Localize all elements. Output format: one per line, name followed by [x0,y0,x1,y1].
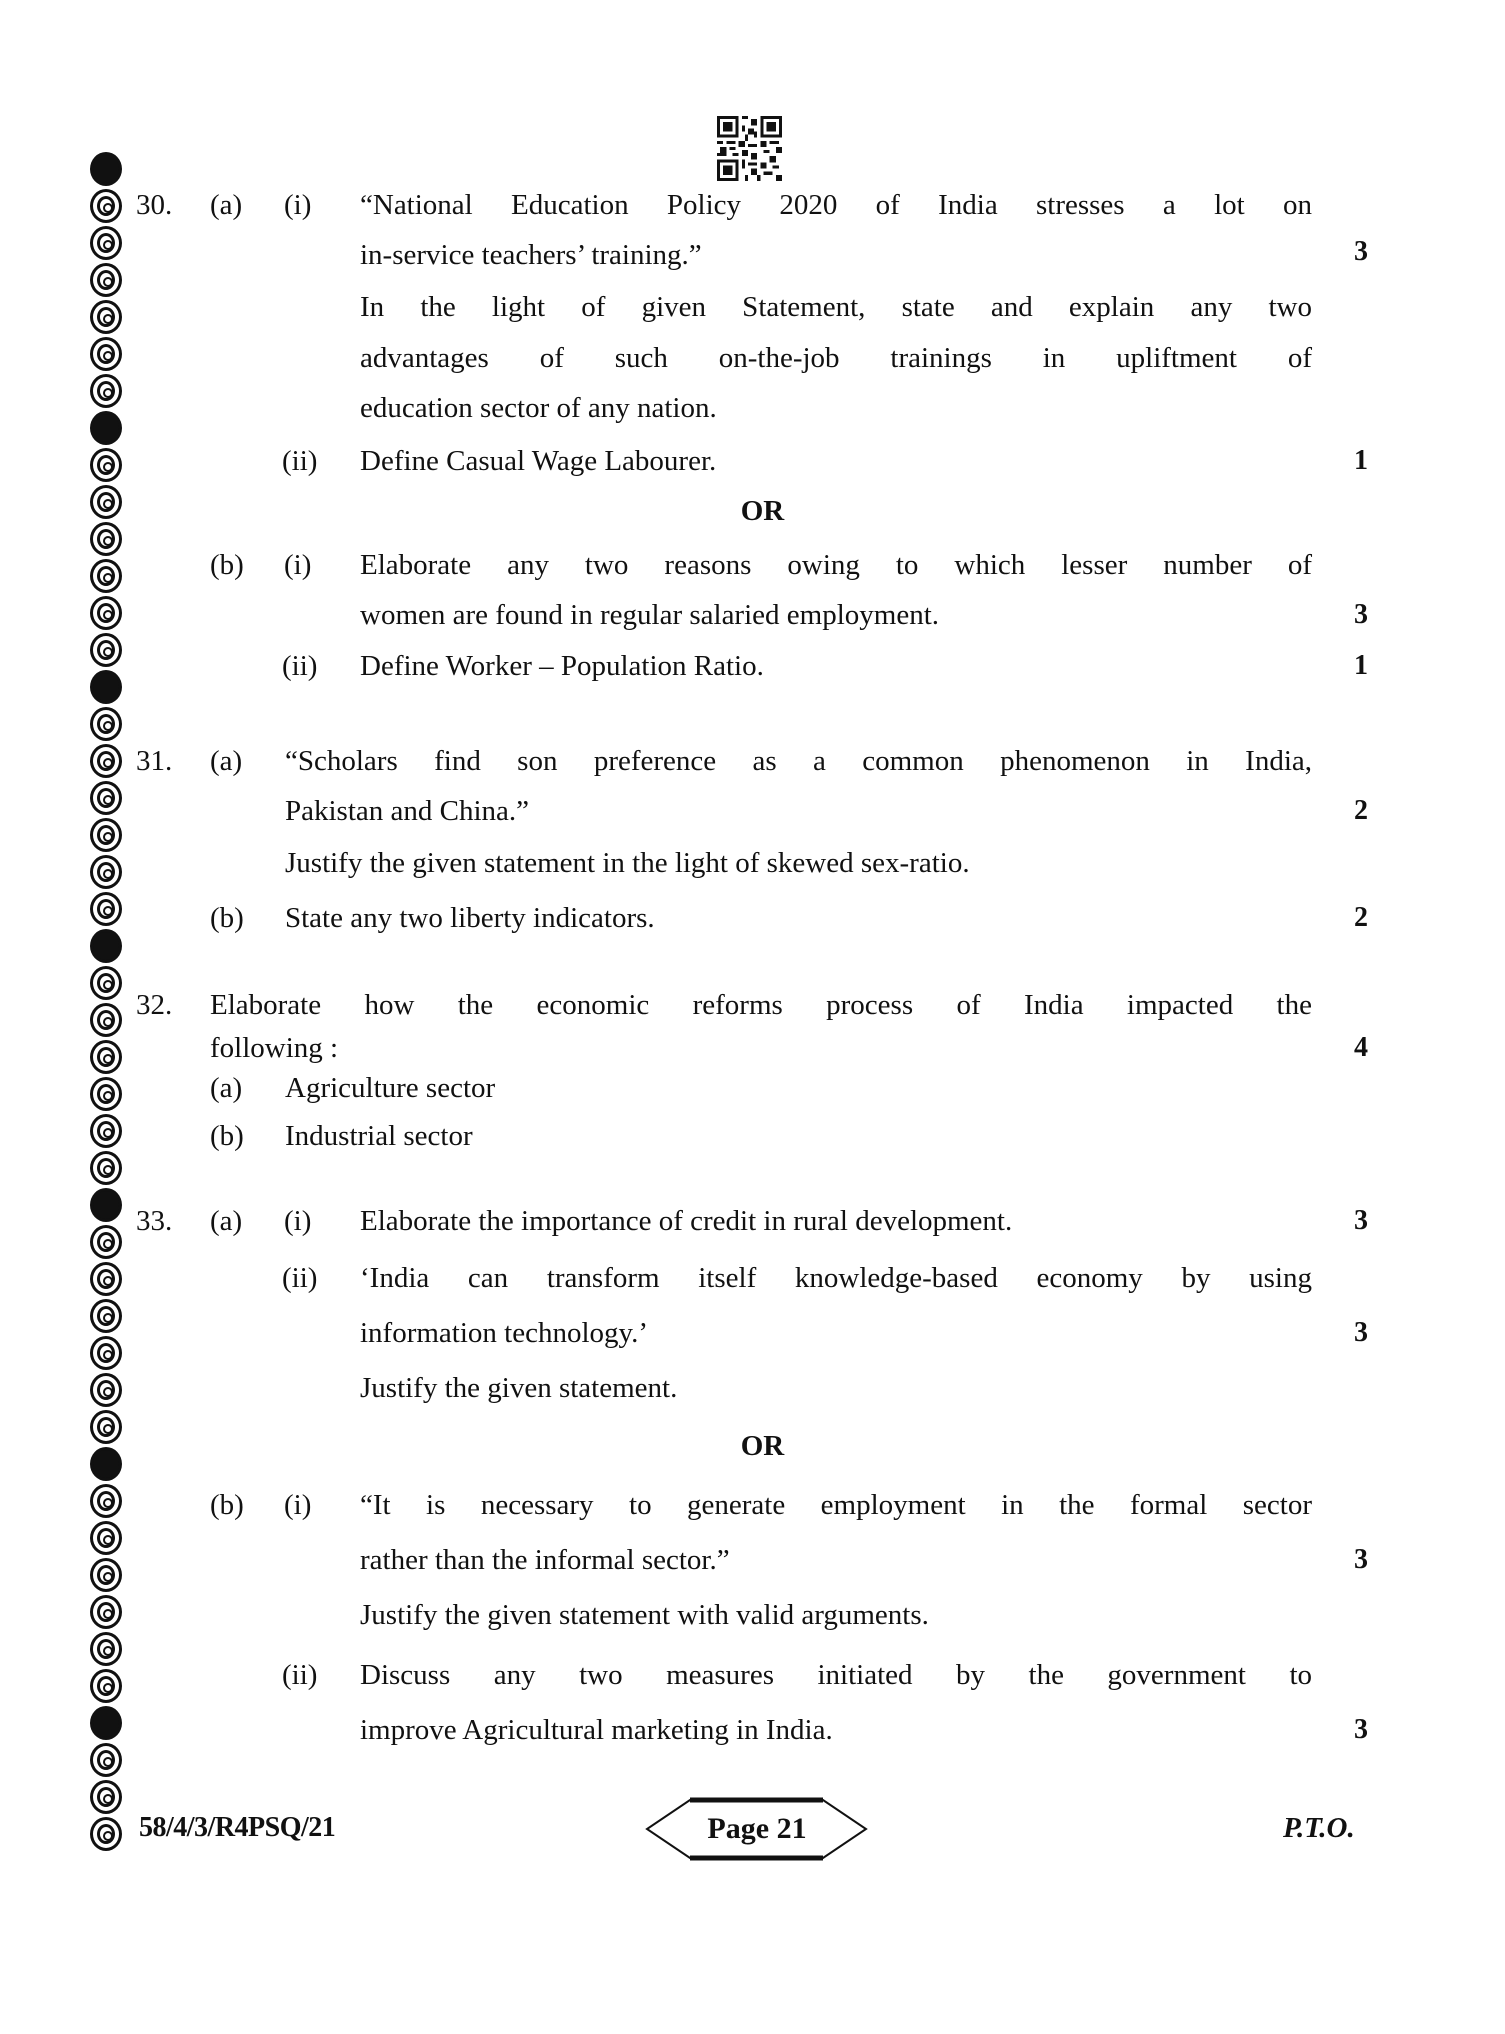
subpart-label: (ii) [282,650,318,682]
question-text-line: “Scholars find son preference as a common phenomenon in India, [285,745,1312,777]
marks: 3 [1354,1317,1368,1348]
question-text-line: State any two liberty indicators. [285,902,655,934]
question-number: 33. [136,1205,173,1237]
question-text-line: Justify the given statement. [360,1372,678,1404]
qr-code-icon [717,115,782,182]
marks: 3 [1354,1544,1368,1575]
question-text-line: in-service teachers’ training.” [360,239,702,271]
item-label: (b) [210,1120,244,1152]
security-ring-icon [90,1188,122,1222]
security-ring-icon [90,781,122,815]
question-text-line: Elaborate how the economic reforms process of India impacted the [210,989,1312,1021]
marks: 3 [1354,1714,1368,1745]
or-separator: OR [740,1430,785,1462]
security-ring-icon [90,1040,122,1074]
security-ring-icon [90,448,122,482]
subpart-label: (ii) [282,445,318,477]
question-text-line: education sector of any nation. [360,392,717,424]
question-text-line: rather than the informal sector.” [360,1544,730,1576]
marks: 3 [1354,236,1368,267]
marks: 3 [1354,599,1368,630]
question-text-line: “It is necessary to generate employment in the formal sector [360,1489,1312,1521]
security-ring-icon [90,300,122,334]
question-text-line: Discuss any two measures initiated by the government to [360,1659,1312,1691]
security-ring-icon [90,411,122,445]
security-ring-icon [90,189,122,223]
part-label: (b) [210,902,244,934]
please-turn-over: P.T.O. [1283,1812,1355,1844]
question-text-line: improve Agricultural marketing in India. [360,1714,833,1746]
security-ring-icon [90,1632,122,1666]
question-text-line: Elaborate any two reasons owing to which lesser number of [360,549,1312,581]
security-ring-icon [90,1373,122,1407]
security-ring-icon [90,152,122,186]
security-ring-icon [90,559,122,593]
question-text-line: Justify the given statement with valid arguments. [360,1599,929,1631]
security-ring-icon [90,1558,122,1592]
question-text-line: advantages of such on-the-job trainings in upliftment of [360,342,1312,374]
security-ring-icon [90,892,122,926]
security-ring-icon [90,633,122,667]
security-ring-icon [90,818,122,852]
part-label: (a) [210,745,243,777]
subpart-label: (i) [284,549,312,581]
part-label: (a) [210,189,243,221]
part-label: (b) [210,1489,244,1521]
page-number-badge [645,1797,869,1861]
security-ring-icon [90,337,122,371]
item-label: (a) [210,1072,243,1104]
security-margin-strip [90,152,126,1854]
security-ring-icon [90,744,122,778]
marks: 2 [1354,795,1368,826]
security-ring-icon [90,1077,122,1111]
security-ring-icon [90,1151,122,1185]
part-label: (a) [210,1205,243,1237]
marks: 1 [1354,445,1368,476]
paper-code: 58/4/3/R4PSQ/21 [139,1812,336,1843]
question-text-line: Define Worker – Population Ratio. [360,650,764,682]
security-ring-icon [90,1706,122,1740]
marks: 4 [1354,1032,1368,1063]
security-ring-icon [90,966,122,1000]
or-separator: OR [740,495,785,527]
security-ring-icon [90,1817,122,1851]
security-ring-icon [90,1743,122,1777]
question-text-line: information technology.’ [360,1317,649,1349]
subpart-label: (ii) [282,1659,318,1691]
question-number: 31. [136,745,173,777]
question-text-line: “National Education Policy 2020 of India stresses a lot on [360,189,1312,221]
security-ring-icon [90,929,122,963]
security-ring-icon [90,263,122,297]
security-ring-icon [90,1521,122,1555]
question-number: 32. [136,989,173,1021]
security-ring-icon [90,1003,122,1037]
page-number: Page 21 [707,1812,807,1845]
subpart-label: (ii) [282,1262,318,1294]
security-ring-icon [90,596,122,630]
security-ring-icon [90,226,122,260]
marks: 1 [1354,650,1368,681]
subpart-label: (i) [284,1205,312,1237]
security-ring-icon [90,1262,122,1296]
security-ring-icon [90,1114,122,1148]
question-text-line: Pakistan and China.” [285,795,530,827]
security-ring-icon [90,374,122,408]
question-text-line: Elaborate the importance of credit in rural development. [360,1205,1013,1237]
question-number: 30. [136,189,173,221]
question-text-line: ‘India can transform itself knowledge-based economy by using [360,1262,1312,1294]
question-text-line: In the light of given Statement, state and explain any two [360,291,1312,323]
question-text-line: Justify the given statement in the light of skewed sex-ratio. [285,847,970,879]
question-text-line: Define Casual Wage Labourer. [360,445,717,477]
subpart-label: (i) [284,189,312,221]
security-ring-icon [90,1595,122,1629]
security-ring-icon [90,1780,122,1814]
marks: 2 [1354,902,1368,933]
security-ring-icon [90,855,122,889]
question-text-line: women are found in regular salaried employment. [360,599,939,631]
item-text: Agriculture sector [285,1072,496,1104]
marks: 3 [1354,1205,1368,1236]
part-label: (b) [210,549,244,581]
security-ring-icon [90,1299,122,1333]
security-ring-icon [90,1484,122,1518]
security-ring-icon [90,1225,122,1259]
security-ring-icon [90,670,122,704]
subpart-label: (i) [284,1489,312,1521]
security-ring-icon [90,1336,122,1370]
security-ring-icon [90,707,122,741]
security-ring-icon [90,1669,122,1703]
item-text: Industrial sector [285,1120,473,1152]
question-text-line: following : [210,1032,339,1064]
